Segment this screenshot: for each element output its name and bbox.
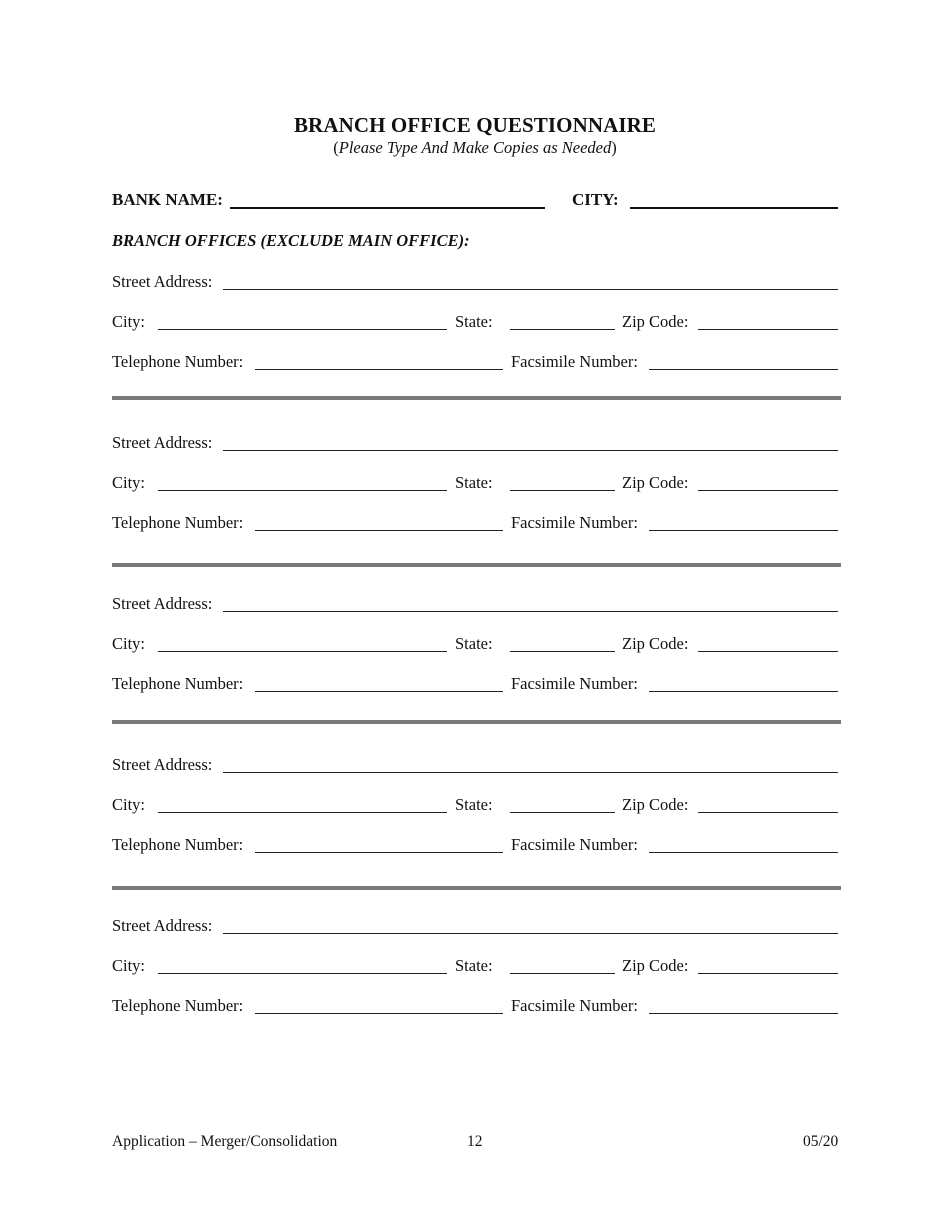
footer-form-name: Application – Merger/Consolidation — [112, 1133, 338, 1150]
state-field[interactable] — [510, 973, 615, 974]
branch-office-2 — [112, 433, 840, 563]
city-field[interactable] — [158, 490, 447, 491]
street-address-label: Street Address: — [112, 272, 213, 291]
facsimile-field[interactable] — [649, 369, 838, 370]
city-label: City: — [112, 956, 146, 975]
zip-code-label: Zip Code: — [622, 634, 689, 653]
telephone-field[interactable] — [255, 1013, 503, 1014]
state-label: State: — [455, 956, 493, 975]
facsimile-label: Facsimile Number: — [511, 674, 638, 693]
street-address-field[interactable] — [223, 611, 838, 612]
city-field[interactable] — [158, 812, 447, 813]
bank-name-field[interactable] — [230, 207, 545, 209]
zip-code-label: Zip Code: — [622, 473, 689, 492]
street-address-label: Street Address: — [112, 594, 213, 613]
branch-office-5 — [112, 916, 840, 1046]
street-address-label: Street Address: — [112, 755, 213, 774]
branch-office-3 — [112, 594, 840, 724]
facsimile-label: Facsimile Number: — [511, 835, 638, 854]
state-label: State: — [455, 795, 493, 814]
facsimile-label: Facsimile Number: — [511, 996, 638, 1015]
facsimile-label: Facsimile Number: — [511, 352, 638, 371]
zip-code-label: Zip Code: — [622, 312, 689, 331]
city-field[interactable] — [158, 973, 447, 974]
city-field[interactable] — [630, 207, 838, 209]
branch-office-4 — [112, 755, 840, 885]
telephone-field[interactable] — [255, 530, 503, 531]
state-field[interactable] — [510, 812, 615, 813]
zip-code-field[interactable] — [698, 651, 838, 652]
telephone-label: Telephone Number: — [112, 352, 244, 371]
facsimile-field[interactable] — [649, 852, 838, 853]
telephone-field[interactable] — [255, 369, 503, 370]
state-label: State: — [455, 312, 493, 331]
page-title: BRANCH OFFICE QUESTIONNAIRE — [293, 113, 657, 137]
zip-code-field[interactable] — [698, 812, 838, 813]
street-address-label: Street Address: — [112, 433, 213, 452]
subtitle-italic: Please Type And Make Copies as Needed — [338, 138, 612, 157]
street-address-field[interactable] — [223, 933, 838, 934]
telephone-label: Telephone Number: — [112, 996, 244, 1015]
branch-office-1 — [112, 272, 840, 402]
state-field[interactable] — [510, 490, 615, 491]
footer-date: 05/20 — [803, 1133, 839, 1150]
state-label: State: — [455, 634, 493, 653]
city-label: City: — [112, 473, 146, 492]
facsimile-label: Facsimile Number: — [511, 513, 638, 532]
zip-code-field[interactable] — [698, 490, 838, 491]
zip-code-label: Zip Code: — [622, 956, 689, 975]
street-address-field[interactable] — [223, 450, 838, 451]
state-field[interactable] — [510, 329, 615, 330]
section-divider — [112, 563, 841, 567]
telephone-label: Telephone Number: — [112, 674, 244, 693]
section-divider — [112, 396, 841, 400]
facsimile-field[interactable] — [649, 691, 838, 692]
city-label: CITY: — [572, 190, 619, 209]
state-field[interactable] — [510, 651, 615, 652]
bank-info-row — [112, 190, 838, 214]
telephone-field[interactable] — [255, 691, 503, 692]
telephone-field[interactable] — [255, 852, 503, 853]
facsimile-field[interactable] — [649, 530, 838, 531]
city-label: City: — [112, 634, 146, 653]
street-address-label: Street Address: — [112, 916, 213, 935]
city-field[interactable] — [158, 651, 447, 652]
bank-name-label: BANK NAME: — [112, 190, 223, 209]
footer-page-number: 12 — [467, 1133, 483, 1150]
page-subtitle: (Please Type And Make Copies as Needed) — [333, 138, 617, 157]
facsimile-field[interactable] — [649, 1013, 838, 1014]
telephone-label: Telephone Number: — [112, 835, 244, 854]
telephone-label: Telephone Number: — [112, 513, 244, 532]
street-address-field[interactable] — [223, 289, 838, 290]
state-label: State: — [455, 473, 493, 492]
zip-code-field[interactable] — [698, 329, 838, 330]
zip-code-label: Zip Code: — [622, 795, 689, 814]
city-label: City: — [112, 312, 146, 331]
zip-code-field[interactable] — [698, 973, 838, 974]
city-label: City: — [112, 795, 146, 814]
city-field[interactable] — [158, 329, 447, 330]
section-divider — [112, 886, 841, 890]
section-divider — [112, 720, 841, 724]
section-heading: BRANCH OFFICES (EXCLUDE MAIN OFFICE): — [112, 231, 470, 250]
street-address-field[interactable] — [223, 772, 838, 773]
